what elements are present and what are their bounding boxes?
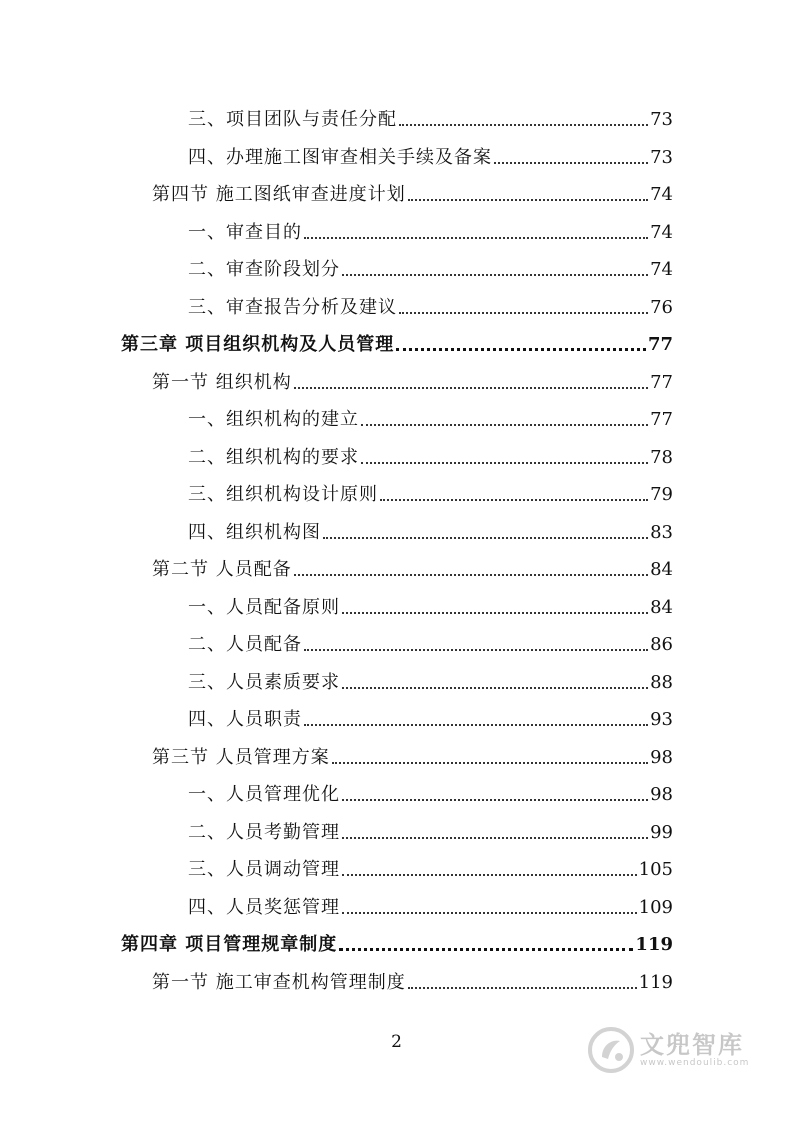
toc-dot-leader <box>380 499 648 501</box>
toc-entry-label: 一、人员管理优化 <box>188 784 340 805</box>
toc-entry[interactable] <box>188 296 673 320</box>
toc-entry-page: 88 <box>650 671 673 693</box>
toc-entry[interactable] <box>121 333 673 357</box>
toc-entry-label: 二、审查阶段划分 <box>188 259 340 280</box>
toc-entry-page: 77 <box>650 371 673 393</box>
toc-entry-page: 99 <box>650 821 673 843</box>
toc-dot-leader <box>342 274 648 276</box>
toc-entry[interactable] <box>188 896 673 920</box>
toc-entry-label: 三、审查报告分析及建议 <box>188 296 397 318</box>
toc-dot-leader <box>342 612 648 614</box>
toc-entry[interactable] <box>188 633 673 657</box>
toc-entry[interactable] <box>188 408 673 432</box>
toc-dot-leader <box>323 537 648 539</box>
toc-entry-page: 74 <box>650 259 673 280</box>
toc-entry[interactable] <box>188 108 673 132</box>
toc-entry-page: 105 <box>638 859 673 880</box>
toc-entry-label: 四、人员奖惩管理 <box>188 896 340 918</box>
toc-dot-leader <box>396 348 646 351</box>
toc-entry-label: 四、组织机构图 <box>188 521 321 543</box>
toc-entry-page: 73 <box>650 146 673 168</box>
toc-entry-label: 三、人员调动管理 <box>188 859 340 880</box>
toc-entry[interactable] <box>188 596 673 620</box>
toc-entry-page: 77 <box>650 409 673 430</box>
toc-entry-label: 四、办理施工图审查相关手续及备案 <box>188 146 492 168</box>
toc-entry-page: 74 <box>650 221 673 243</box>
toc-dot-leader <box>304 649 648 651</box>
toc-dot-leader <box>361 424 648 426</box>
watermark-url: www.wendoulib.com <box>640 1058 750 1068</box>
toc-entry[interactable] <box>152 971 673 995</box>
toc-entry-label: 一、人员配备原则 <box>188 596 340 618</box>
toc-entry-page: 73 <box>650 109 673 130</box>
toc-dot-leader <box>408 987 637 989</box>
toc-entry-label: 二、人员配备 <box>188 634 302 655</box>
toc-dot-leader <box>361 462 648 464</box>
toc-entry-label: 第四节 施工图纸审查进度计划 <box>152 184 406 205</box>
toc-entry-page: 74 <box>650 184 673 205</box>
toc-entry-label: 一、审查目的 <box>188 221 302 243</box>
toc-dot-leader <box>342 874 637 876</box>
toc-entry[interactable] <box>188 483 673 507</box>
toc-entry[interactable] <box>152 183 673 207</box>
toc-dot-leader <box>399 312 648 314</box>
toc-entry-page: 86 <box>650 634 673 655</box>
toc-dot-leader <box>342 799 648 801</box>
toc-entry-page: 98 <box>650 784 673 805</box>
toc-entry-page: 79 <box>650 484 673 505</box>
watermark <box>588 1022 768 1078</box>
toc-entry-label: 三、组织机构设计原则 <box>188 484 378 505</box>
toc-entry-page: 119 <box>638 971 673 993</box>
toc-entry[interactable] <box>188 671 673 695</box>
toc-entry-page: 77 <box>647 334 673 355</box>
toc-entry-label: 第一节 组织机构 <box>152 371 292 393</box>
toc-entry-page: 78 <box>650 446 673 468</box>
toc-dot-leader <box>304 237 648 239</box>
toc-entry[interactable] <box>188 258 673 282</box>
toc-entry-page: 119 <box>635 934 673 955</box>
page-number: 2 <box>391 1032 402 1052</box>
toc-entry-page: 76 <box>650 296 673 318</box>
toc-dot-leader <box>494 162 648 164</box>
toc-entry-page: 83 <box>650 521 673 543</box>
toc-entry-page: 98 <box>650 746 673 768</box>
toc-dot-leader <box>342 912 637 914</box>
toc-entry-label: 四、人员职责 <box>188 709 302 730</box>
toc-dot-leader <box>304 724 648 726</box>
toc-dot-leader <box>399 124 648 126</box>
toc-entry-label: 一、组织机构的建立 <box>188 409 359 430</box>
watermark-logo-icon <box>588 1027 634 1073</box>
toc-entry[interactable] <box>188 446 673 470</box>
toc-entry-page: 84 <box>650 596 673 618</box>
toc-entry-page: 109 <box>638 896 673 918</box>
toc-entry[interactable] <box>152 558 673 582</box>
toc-entry[interactable] <box>188 221 673 245</box>
toc-entry-label: 三、项目团队与责任分配 <box>188 109 397 130</box>
toc-dot-leader <box>408 199 648 201</box>
toc-entry-label: 第三节 人员管理方案 <box>152 746 330 768</box>
toc-dot-leader <box>294 574 648 576</box>
toc-entry-label: 第一节 施工审查机构管理制度 <box>152 971 406 993</box>
toc-dot-leader <box>332 762 648 764</box>
toc-entry[interactable] <box>152 746 673 770</box>
toc-entry[interactable] <box>121 933 673 957</box>
toc-entry[interactable] <box>188 521 673 545</box>
toc-dot-leader <box>342 687 648 689</box>
toc-entry[interactable] <box>188 708 673 732</box>
toc-entry-label: 第二节 人员配备 <box>152 559 292 580</box>
watermark-name: 文兜智库 <box>640 1031 744 1059</box>
toc-dot-leader <box>342 837 648 839</box>
toc-entry[interactable] <box>188 783 673 807</box>
toc-entry-label: 第四章 项目管理规章制度 <box>121 934 338 955</box>
toc-entry[interactable] <box>188 146 673 170</box>
toc-entry-label: 第三章 项目组织机构及人员管理 <box>121 334 395 355</box>
toc-entry[interactable] <box>188 858 673 882</box>
toc-dot-leader <box>339 948 633 951</box>
toc-entry-label: 二、组织机构的要求 <box>188 446 359 468</box>
toc-dot-leader <box>294 387 648 389</box>
toc-entry-label: 三、人员素质要求 <box>188 671 340 693</box>
toc-entry-page: 84 <box>650 559 673 580</box>
toc-entry-page: 93 <box>650 709 673 730</box>
toc-entry[interactable] <box>188 821 673 845</box>
toc-entry[interactable] <box>152 371 673 395</box>
toc-entry-label: 二、人员考勤管理 <box>188 821 340 843</box>
